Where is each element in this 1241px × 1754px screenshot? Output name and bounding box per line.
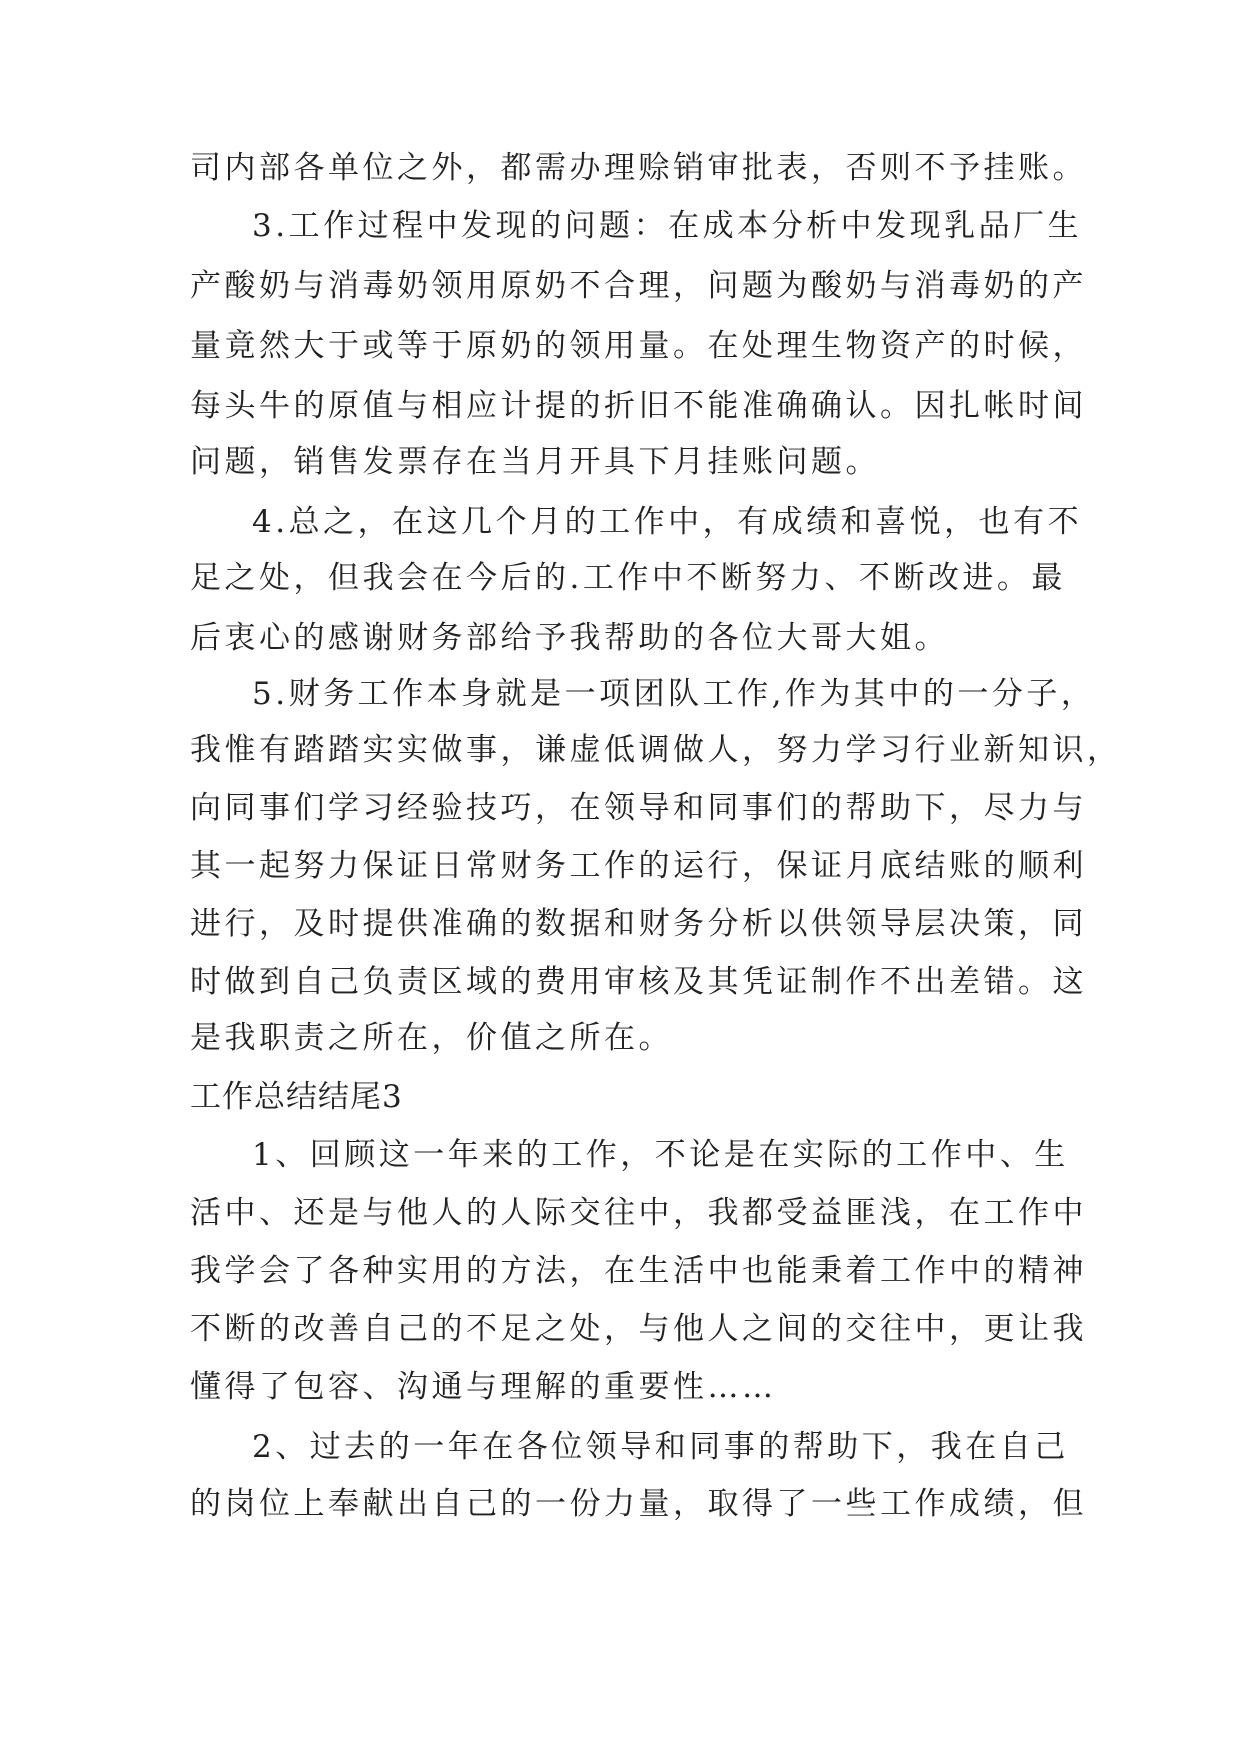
text-line: 的岗位上奉献出自己的一份力量，取得了一些工作成绩，但 (190, 1486, 1087, 1522)
text-line: 1、回顾这一年来的工作，不论是在实际的工作中、生 (252, 1137, 1069, 1173)
text-line: 是我职责之所在，价值之所在。 (190, 1020, 673, 1056)
text-line: 进行，及时提供准确的数据和财务分析以供领导层决策，同 (190, 906, 1087, 942)
text-line: 懂得了包容、沟通与理解的重要性…… (190, 1369, 777, 1405)
text-line: 其一起努力保证日常财务工作的运行，保证月底结账的顺利 (190, 848, 1087, 884)
text-line: 时做到自己负责区域的费用审核及其凭证制作不出差错。这 (190, 964, 1087, 1000)
section-heading: 工作总结结尾3 (190, 1079, 403, 1115)
text-line: 3.工作过程中发现的问题：在成本分析中发现乳品厂生 (252, 208, 1083, 244)
text-line: 产酸奶与消毒奶领用原奶不合理，问题为酸奶与消毒奶的产 (190, 268, 1087, 304)
text-line: 问题，销售发票存在当月开具下月挂账问题。 (190, 444, 880, 480)
text-line: 向同事们学习经验技巧，在领导和同事们的帮助下，尽力与 (190, 790, 1087, 826)
text-line: 4.总之，在这几个月的工作中，有成绩和喜悦，也有不 (252, 504, 1083, 540)
text-line: 足之处，但我会在今后的.工作中不断努力、不断改进。最 (190, 560, 1066, 596)
text-line: 5.财务工作本身就是一项团队工作,作为其中的一分子， (252, 676, 1096, 712)
text-line: 我惟有踏踏实实做事，谦虚低调做人，努力学习行业新知识， (190, 732, 1122, 768)
text-line: 量竟然大于或等于原奶的领用量。在处理生物资产的时候， (190, 328, 1087, 364)
text-line: 活中、还是与他人的人际交往中，我都受益匪浅，在工作中 (190, 1195, 1087, 1231)
text-line: 我学会了各种实用的方法，在生活中也能秉着工作中的精神 (190, 1253, 1087, 1289)
text-line: 不断的改善自己的不足之处，与他人之间的交往中，更让我 (190, 1311, 1087, 1347)
text-line: 每头牛的原值与相应计提的折旧不能准确确认。因扎帐时间 (190, 388, 1087, 424)
text-line: 后衷心的感谢财务部给予我帮助的各位大哥大姐。 (190, 620, 949, 656)
text-line: 司内部各单位之外，都需办理赊销审批表，否则不予挂账。 (190, 150, 1087, 186)
text-line: 2、过去的一年在各位领导和同事的帮助下，我在自己 (252, 1429, 1069, 1465)
